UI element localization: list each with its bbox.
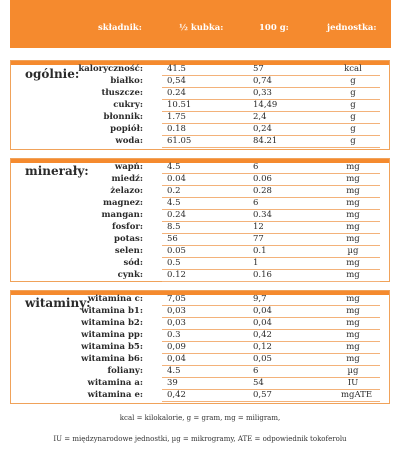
unit: kcal xyxy=(344,64,362,74)
value-half-cup: 61.05 xyxy=(167,136,192,146)
value-100g: 0.34 xyxy=(253,210,272,220)
table-header xyxy=(10,0,391,48)
row-divider xyxy=(162,147,380,148)
nutrient-name: białko: xyxy=(110,76,143,86)
nutrient-name: kaloryczność: xyxy=(78,64,143,74)
unit: mg xyxy=(346,234,360,244)
value-half-cup: 8.5 xyxy=(167,222,181,232)
unit: mg xyxy=(346,210,360,220)
table-row xyxy=(11,246,389,257)
unit: mg xyxy=(346,318,360,328)
unit: mg xyxy=(346,294,360,304)
value-100g: 0,74 xyxy=(253,76,272,86)
section-vitamins xyxy=(10,290,390,404)
unit: IU xyxy=(347,378,359,388)
row-divider xyxy=(162,401,380,402)
nutrient-name: błonnik: xyxy=(103,112,143,122)
nutrient-name: tłuszcze: xyxy=(101,88,143,98)
value-100g: 0.1 xyxy=(253,246,267,256)
section-title: minerały: xyxy=(25,164,89,178)
table-row xyxy=(11,306,389,317)
table-row xyxy=(11,354,389,365)
value-half-cup: 39 xyxy=(167,378,178,388)
value-100g: 6 xyxy=(253,366,259,376)
nutrient-name: żelazo: xyxy=(110,186,143,196)
nutrient-name: witamina b6: xyxy=(81,354,143,364)
table-row xyxy=(11,390,389,401)
value-half-cup: 0.3 xyxy=(167,330,181,340)
value-half-cup: 0.05 xyxy=(167,246,186,256)
table-row xyxy=(11,210,389,221)
value-100g: 0,57 xyxy=(253,390,272,400)
value-100g: 1 xyxy=(253,258,259,268)
nutrient-name: witamina b2: xyxy=(81,318,143,328)
value-100g: 0,12 xyxy=(253,342,272,352)
header-half-cup: ½ kubka: xyxy=(179,23,224,33)
nutrient-name: selen: xyxy=(114,246,143,256)
value-half-cup: 0,54 xyxy=(167,76,186,86)
nutrient-name: witamina a: xyxy=(87,378,143,388)
value-half-cup: 0.18 xyxy=(167,124,186,134)
value-100g: 14,49 xyxy=(253,100,278,110)
value-half-cup: 0,03 xyxy=(167,306,186,316)
unit: mg xyxy=(346,306,360,316)
unit: mg xyxy=(346,186,360,196)
nutrient-name: sód: xyxy=(123,258,143,268)
nutrient-name: fosfor: xyxy=(111,222,143,232)
value-half-cup: 56 xyxy=(167,234,178,244)
table-row xyxy=(11,76,389,87)
nutrient-name: foliany: xyxy=(107,366,143,376)
nutrient-name: potas: xyxy=(114,234,143,244)
value-half-cup: 0,09 xyxy=(167,342,186,352)
footnote-line-1: kcal = kilokalorie, g = gram, mg = miligram, xyxy=(119,414,281,422)
table-row xyxy=(11,174,389,185)
table-row xyxy=(11,64,389,75)
nutrient-name: witamina c: xyxy=(87,294,143,304)
value-half-cup: 0.12 xyxy=(167,270,186,280)
value-half-cup: 4.5 xyxy=(167,366,181,376)
value-half-cup: 41.5 xyxy=(167,64,186,74)
value-half-cup: 4.5 xyxy=(167,198,181,208)
unit: mg xyxy=(346,330,360,340)
footnote-line-2: IU = międzynarodowe jednostki, µg = mikrogramy, ATE = odpowiednik tokoferolu xyxy=(53,435,347,443)
value-half-cup: 0,42 xyxy=(167,390,186,400)
table-row xyxy=(11,222,389,233)
table-row xyxy=(11,378,389,389)
value-100g: 12 xyxy=(253,222,264,232)
nutrient-name: cukry: xyxy=(113,100,143,110)
unit: mg xyxy=(346,342,360,352)
value-half-cup: 0,04 xyxy=(167,354,186,364)
section-title: witaminy: xyxy=(25,296,91,310)
header-100g: 100 g: xyxy=(259,23,289,33)
nutrient-name: miedź: xyxy=(111,174,143,184)
unit: g xyxy=(350,76,356,86)
table-row xyxy=(11,162,389,173)
unit: g xyxy=(350,100,356,110)
unit: g xyxy=(350,88,356,98)
unit: mg xyxy=(346,258,360,268)
value-half-cup: 0.24 xyxy=(167,88,186,98)
value-100g: 57 xyxy=(253,64,264,74)
nutrient-name: wapń: xyxy=(114,162,143,172)
nutrient-name: witamina e: xyxy=(87,390,143,400)
unit: mg xyxy=(346,198,360,208)
row-divider xyxy=(162,281,380,282)
unit: mgATE xyxy=(341,390,373,400)
table-row xyxy=(11,124,389,135)
value-half-cup: 7,05 xyxy=(167,294,186,304)
value-half-cup: 0,03 xyxy=(167,318,186,328)
nutrient-name: mangan: xyxy=(101,210,143,220)
nutrient-name: magnez: xyxy=(103,198,143,208)
value-half-cup: 1.75 xyxy=(167,112,186,122)
table-row xyxy=(11,294,389,305)
table-row xyxy=(11,330,389,341)
nutrient-name: woda: xyxy=(115,136,143,146)
table-row xyxy=(11,198,389,209)
value-100g: 6 xyxy=(253,162,259,172)
table-row xyxy=(11,258,389,269)
unit: mg xyxy=(346,174,360,184)
value-half-cup: 0.04 xyxy=(167,174,186,184)
value-100g: 0.06 xyxy=(253,174,272,184)
table-row xyxy=(11,186,389,197)
value-half-cup: 4.5 xyxy=(167,162,181,172)
section-general xyxy=(10,60,390,150)
nutrient-name: witamina b5: xyxy=(81,342,143,352)
unit: g xyxy=(350,124,356,134)
unit: mg xyxy=(346,222,360,232)
table-row xyxy=(11,136,389,147)
nutrient-name: witamina b1: xyxy=(81,306,143,316)
nutrient-name: popiół: xyxy=(110,124,143,134)
header-name: składnik: xyxy=(98,23,142,33)
value-100g: 77 xyxy=(253,234,264,244)
value-100g: 6 xyxy=(253,198,259,208)
unit: µg xyxy=(347,366,359,376)
unit: mg xyxy=(346,354,360,364)
value-100g: 0,33 xyxy=(253,88,272,98)
value-100g: 2,4 xyxy=(253,112,267,122)
unit: µg xyxy=(347,246,359,256)
table-row xyxy=(11,270,389,281)
section-title: ogólnie: xyxy=(25,67,80,81)
value-100g: 0,04 xyxy=(253,306,272,316)
value-100g: 0,24 xyxy=(253,124,272,134)
unit: g xyxy=(350,112,356,122)
unit: mg xyxy=(346,162,360,172)
table-row xyxy=(11,100,389,111)
unit: g xyxy=(350,136,356,146)
value-100g: 84.21 xyxy=(253,136,278,146)
nutrient-name: witamina pp: xyxy=(81,330,143,340)
table-row xyxy=(11,234,389,245)
value-100g: 0.28 xyxy=(253,186,272,196)
table-row xyxy=(11,318,389,329)
unit: mg xyxy=(346,270,360,280)
header-unit: jednostka: xyxy=(327,23,377,33)
table-row xyxy=(11,112,389,123)
value-half-cup: 0.2 xyxy=(167,186,181,196)
table-row xyxy=(11,342,389,353)
value-half-cup: 0.24 xyxy=(167,210,186,220)
value-100g: 9,7 xyxy=(253,294,267,304)
value-half-cup: 0.5 xyxy=(167,258,181,268)
table-row xyxy=(11,366,389,377)
value-100g: 0,04 xyxy=(253,318,272,328)
value-100g: 0,42 xyxy=(253,330,272,340)
value-100g: 0.16 xyxy=(253,270,272,280)
table-row xyxy=(11,88,389,99)
value-100g: 54 xyxy=(253,378,264,388)
value-100g: 0,05 xyxy=(253,354,272,364)
value-half-cup: 10.51 xyxy=(167,100,192,110)
section-minerals xyxy=(10,158,390,282)
nutrient-name: cynk: xyxy=(117,270,143,280)
